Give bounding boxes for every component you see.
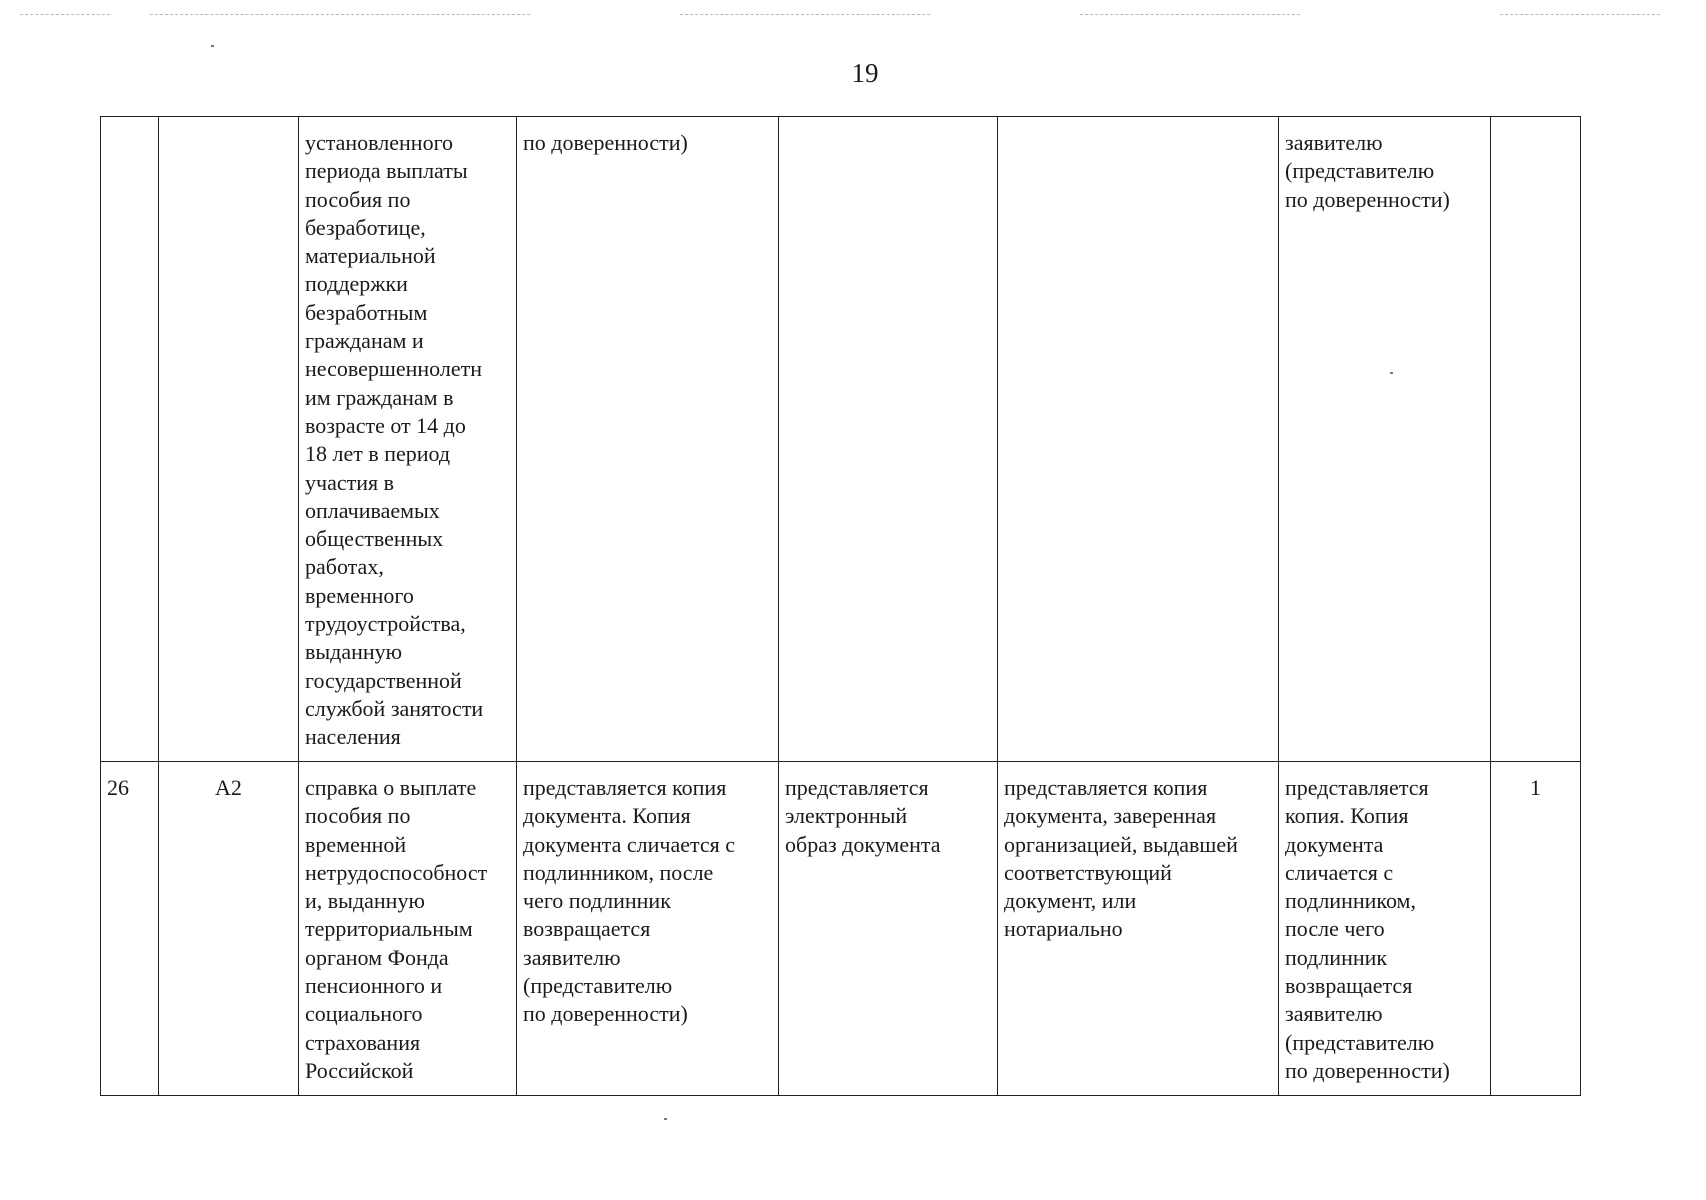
paper-requirement-cell: представляется копия документа. Копия документа сличается с подлинником, после чего подлинник возвращается заявителю (представителю по доверенности)	[517, 762, 779, 1096]
documents-table	[100, 116, 1581, 1096]
row-number-cell: 26	[101, 762, 159, 1096]
scan-artifact-line	[20, 14, 110, 15]
original-requirement-cell: представляется копия. Копия документа сличается с подлинником, после чего подлинник возвращается заявителю (представителю по доверенности)	[1279, 762, 1491, 1096]
table-row	[101, 762, 1581, 1096]
scan-speck	[211, 45, 214, 47]
scan-artifact-line	[1500, 14, 1660, 15]
electronic-requirement-cell: представляется электронный образ документа	[779, 762, 998, 1096]
document-name-cell: справка о выплате пособия по временной нетрудоспособност и, выданную территориальным органом Фонда пенсионного и социального страхования Российской	[299, 762, 517, 1096]
electronic-requirement-cell	[779, 117, 998, 762]
certified-requirement-cell	[998, 117, 1279, 762]
scan-speck	[664, 1118, 667, 1120]
scan-artifact-line	[1080, 14, 1300, 15]
row-number-cell	[101, 117, 159, 762]
certified-requirement-cell: представляется копия документа, заверенная организацией, выдавшей соответствующий документ, или нотариально	[998, 762, 1279, 1096]
table-row	[101, 117, 1581, 762]
document-code-cell	[159, 117, 299, 762]
paper-requirement-cell: по доверенности)	[517, 117, 779, 762]
scan-artifact-line	[150, 14, 530, 15]
original-requirement-cell: заявителю (представителю по доверенности)	[1279, 117, 1491, 762]
document-code-cell: А2	[159, 762, 299, 1096]
document-name-cell: установленного периода выплаты пособия по безработице, материальной поддержки безработным гражданам и несовершеннолетн им гражданам в возрасте от 14 до 18 лет в период участия в оплачиваемых общественных работах, временного трудоустройства, выданную государственной службой занятости населения	[299, 117, 517, 762]
scan-artifact-line	[680, 14, 930, 15]
count-cell	[1491, 117, 1581, 762]
count-cell: 1	[1491, 762, 1581, 1096]
page-number: 19	[851, 58, 879, 88]
